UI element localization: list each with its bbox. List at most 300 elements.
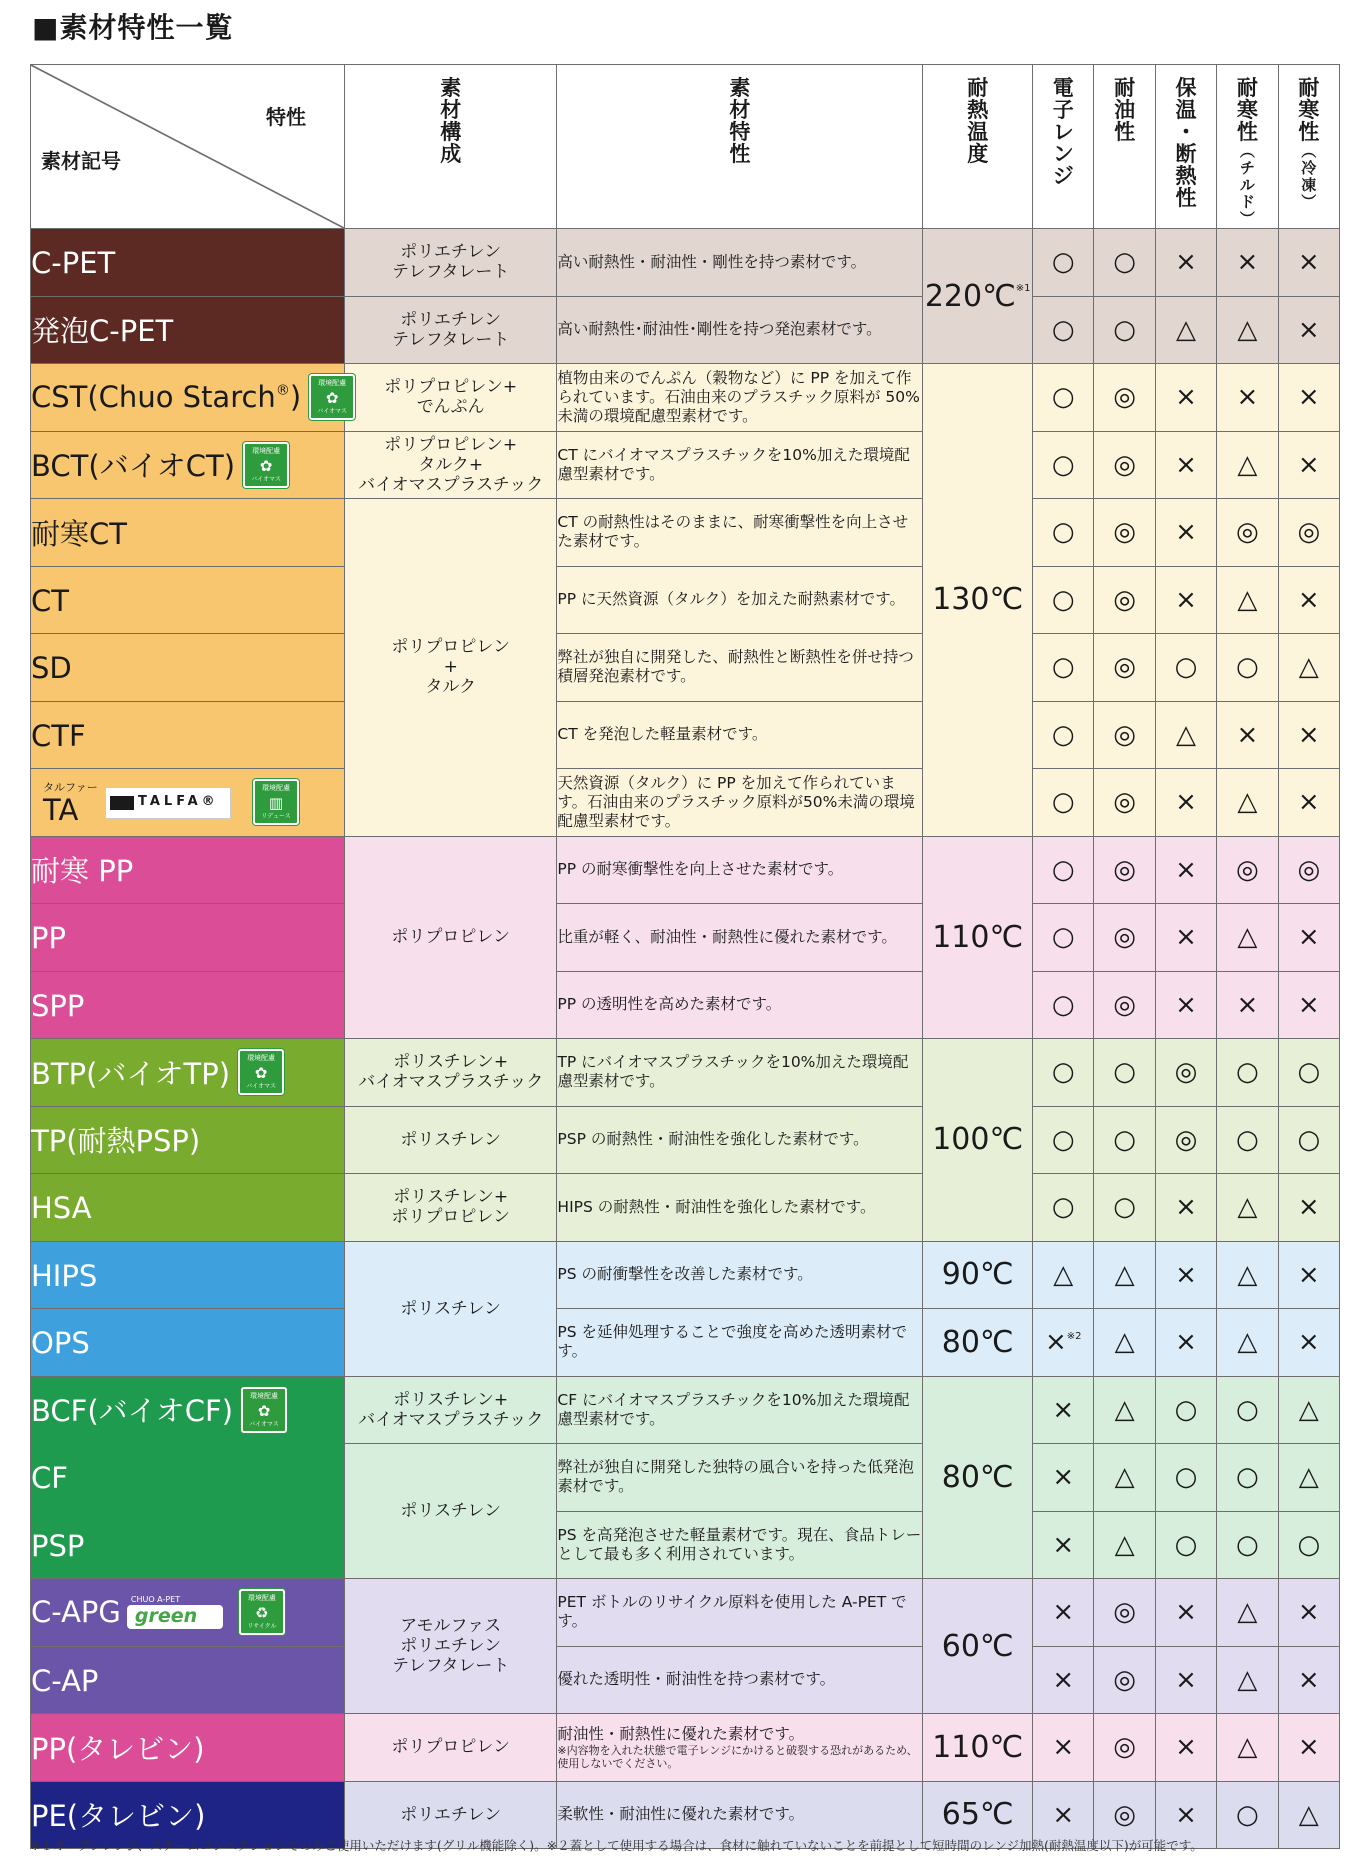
eco-badge-label: 環境配慮 — [247, 1594, 276, 1603]
frozen-rating — [1278, 229, 1339, 297]
property-description — [557, 701, 923, 769]
rating-symbol: ◎ — [1113, 922, 1136, 953]
frozen-rating — [1278, 1039, 1339, 1107]
property-description — [557, 1376, 923, 1444]
temperature-footnote-ref: ※1 — [1015, 282, 1031, 294]
description-text: TP にバイオマスプラスチックを10%加えた環境配慮型素材です。 — [557, 1053, 909, 1091]
temperature-value: 60℃ — [941, 1628, 1014, 1664]
heat-temperature — [923, 1309, 1033, 1377]
composition-cell — [344, 1714, 556, 1782]
material-name: PP(タレビン) — [31, 1731, 205, 1766]
rating-symbol: ○ — [1236, 652, 1259, 683]
registered-mark: ® — [275, 382, 290, 399]
rating-symbol: △ — [1114, 1327, 1135, 1358]
insulation-rating — [1155, 229, 1216, 297]
header-heat-text: 耐 熱 温 度 — [967, 76, 989, 166]
rating-symbol: × — [1297, 787, 1320, 818]
table-row — [31, 566, 1340, 634]
rating-symbol: ◎ — [1236, 854, 1259, 885]
composition-line: バイオマスプラスチック — [358, 474, 544, 495]
frozen-rating — [1278, 701, 1339, 769]
composition-line: タルク — [425, 677, 477, 698]
eco-badge-type: リデュース — [261, 813, 291, 820]
talfa-logo-mark — [110, 796, 134, 810]
rating-symbol: △ — [1298, 1394, 1319, 1425]
header-frozen — [1278, 65, 1339, 229]
table-row — [31, 971, 1340, 1039]
frozen-rating — [1278, 1444, 1339, 1512]
composition-line: ポリエチレン — [400, 1804, 502, 1825]
material-name-cell — [31, 1241, 345, 1309]
rating-symbol: △ — [1114, 1529, 1135, 1560]
rating-symbol: ◎ — [1113, 989, 1136, 1020]
property-description — [557, 1241, 923, 1309]
talfa-logo-text: TALFA® — [138, 794, 219, 809]
rating-symbol: ○ — [1051, 517, 1075, 548]
rating-symbol: ○ — [1051, 1124, 1075, 1155]
oil-rating — [1094, 701, 1155, 769]
property-description — [557, 431, 923, 499]
rating-symbol: ○ — [1113, 247, 1136, 278]
rating-symbol: × — [1175, 787, 1197, 818]
property-description — [557, 229, 923, 297]
eco-badge-label: 環境配慮 — [247, 1054, 276, 1063]
oil-rating — [1094, 364, 1155, 432]
composition-line: タルク+ — [418, 454, 484, 475]
description-text: 弊社が独自に開発した、耐熱性と断熱性を併せ持つ積層発泡素材です。 — [557, 648, 914, 686]
heat-temperature — [923, 229, 1033, 364]
property-description — [557, 1174, 923, 1242]
description-text: PP の透明性を高めた素材です。 — [557, 995, 782, 1014]
composition-cell — [344, 499, 556, 837]
frozen-rating — [1278, 769, 1339, 837]
chilled-rating — [1217, 1714, 1278, 1782]
composition-line: ポリプロピレン+ — [384, 377, 518, 398]
description-text: 天然資源（タルク）に PP を加えて作られています。石油由来のプラスチック原料が50%未満の環境配慮型素材です。 — [557, 773, 915, 830]
rating-symbol: × — [1044, 1327, 1067, 1358]
material-name-cell — [31, 499, 345, 567]
oil-rating — [1094, 634, 1155, 702]
rating-symbol: △ — [1237, 922, 1258, 953]
material-name: BCT(バイオCT) — [31, 449, 236, 484]
rating-symbol: × — [1052, 1394, 1075, 1425]
temperature-value: 100℃ — [932, 1122, 1024, 1158]
material-name-cell — [31, 229, 345, 297]
description-text: PP の耐寒衝撃性を向上させた素材です。 — [557, 860, 844, 879]
rating-symbol: ○ — [1051, 719, 1075, 750]
insulation-rating — [1155, 1039, 1216, 1107]
rating-symbol: ○ — [1236, 1124, 1259, 1155]
rating-symbol: × — [1052, 1732, 1075, 1763]
rating-footnote-ref: ※2 — [1066, 1331, 1082, 1343]
rating-symbol: × — [1297, 922, 1320, 953]
material-name: PSP — [31, 1528, 85, 1563]
table-row — [31, 499, 1340, 567]
material-name-cell — [31, 836, 345, 904]
insulation-rating — [1155, 431, 1216, 499]
chilled-rating — [1217, 769, 1278, 837]
leaf-icon: ✿ — [325, 389, 339, 408]
material-name: TP(耐熱PSP) — [31, 1124, 201, 1159]
rating-symbol: × — [1297, 989, 1320, 1020]
rating-symbol: ○ — [1297, 1124, 1321, 1155]
frozen-rating — [1278, 1106, 1339, 1174]
chilled-rating — [1217, 1241, 1278, 1309]
rating-symbol: △ — [1053, 1259, 1074, 1290]
material-name-tail: ) — [289, 380, 302, 415]
table-row — [31, 634, 1340, 702]
rating-symbol: ○ — [1113, 1057, 1136, 1088]
description-text: CT にバイオマスプラスチックを10%加えた環境配慮型素材です。 — [557, 445, 910, 483]
table-row — [31, 229, 1340, 297]
frozen-rating — [1278, 1714, 1339, 1782]
material-name-cell — [31, 1646, 345, 1714]
insulation-rating — [1155, 836, 1216, 904]
rating-symbol: △ — [1298, 652, 1319, 683]
rating-symbol: × — [1175, 922, 1197, 953]
material-name-cell — [31, 701, 345, 769]
rating-symbol: ◎ — [1113, 517, 1136, 548]
composition-line: ポリスチレン+ — [393, 1389, 509, 1410]
frozen-rating — [1278, 1579, 1339, 1647]
table-row — [31, 364, 1340, 432]
rating-symbol: × — [1175, 382, 1197, 413]
rating-symbol: △ — [1237, 314, 1258, 345]
rating-symbol: ○ — [1236, 1394, 1259, 1425]
material-name-cell — [31, 566, 345, 634]
rating-symbol: × — [1175, 1732, 1197, 1763]
header-frozen-text: 耐 寒 性 ︵ 冷 凍 ︶ — [1298, 76, 1320, 211]
composition-line: ポリプロピレン — [391, 637, 510, 658]
chilled-rating — [1217, 1646, 1278, 1714]
heat-temperature — [923, 364, 1033, 837]
rating-symbol: △ — [1176, 314, 1197, 345]
property-description — [557, 1579, 923, 1647]
eco-badge-biomass-icon — [238, 1049, 284, 1095]
material-name-cell — [31, 1376, 345, 1444]
table-row — [31, 701, 1340, 769]
leaf-icon: ✿ — [254, 1064, 268, 1083]
rating-symbol: △ — [1237, 787, 1258, 818]
eco-badge-biomass-icon — [309, 374, 355, 420]
rating-symbol: ○ — [1297, 1057, 1321, 1088]
rating-symbol: × — [1236, 247, 1259, 278]
microwave-rating — [1033, 971, 1094, 1039]
rating-symbol: × — [1052, 1799, 1075, 1830]
rating-symbol: ○ — [1236, 1462, 1259, 1493]
rating-symbol: ○ — [1051, 922, 1075, 953]
temperature-value: 65℃ — [941, 1797, 1014, 1833]
chilled-rating — [1217, 1579, 1278, 1647]
header-insulation — [1155, 65, 1216, 229]
rating-symbol: ○ — [1051, 989, 1075, 1020]
description-text: PS を延伸処理することで強度を高めた透明素材です。 — [557, 1323, 908, 1361]
rating-symbol: ○ — [1297, 1529, 1321, 1560]
rating-symbol: ○ — [1174, 1462, 1198, 1493]
apg-logo-caption: CHUO A-PET — [130, 1595, 181, 1605]
composition-line: ポリスチレン+ — [393, 1052, 509, 1073]
temperature-value: 110℃ — [932, 1729, 1024, 1765]
table-row — [31, 836, 1340, 904]
apg-logo-box — [127, 1605, 223, 1629]
temperature-value: 80℃ — [941, 1459, 1014, 1495]
rating-symbol: △ — [1114, 1462, 1135, 1493]
description-text: PET ボトルのリサイクル原料を使用した A-PET です。 — [557, 1593, 907, 1631]
oil-rating — [1094, 1174, 1155, 1242]
header-oil-text: 耐 油 性 — [1114, 76, 1136, 144]
composition-cell — [344, 431, 556, 499]
description-text: 高い耐熱性・耐油性・剛性を持つ素材です。 — [557, 252, 867, 271]
rating-symbol: ◎ — [1297, 517, 1321, 548]
description-text: 弊社が独自に開発した独特の風合いを持った低発泡素材です。 — [557, 1458, 914, 1496]
material-name: BCF(バイオCF) — [31, 1394, 234, 1429]
material-name-cell — [31, 1511, 345, 1579]
insulation-rating — [1155, 1714, 1216, 1782]
oil-rating — [1094, 431, 1155, 499]
frozen-rating — [1278, 836, 1339, 904]
description-text: CF にバイオマスプラスチックを10%加えた環境配慮型素材です。 — [557, 1390, 910, 1428]
description-text: PSP の耐熱性・耐油性を強化した素材です。 — [557, 1130, 869, 1149]
temperature-value: 130℃ — [932, 582, 1024, 618]
table-row — [31, 1106, 1340, 1174]
frozen-rating — [1278, 971, 1339, 1039]
heat-temperature — [923, 836, 1033, 1039]
eco-badge-label: 環境配慮 — [250, 1391, 279, 1400]
rating-symbol: △ — [1237, 1192, 1258, 1223]
rating-symbol: × — [1175, 1259, 1197, 1290]
microwave-rating — [1033, 1376, 1094, 1444]
chilled-rating — [1217, 1444, 1278, 1512]
oil-rating — [1094, 1714, 1155, 1782]
rating-symbol: ◎ — [1113, 449, 1136, 480]
leaf-icon: ✿ — [259, 456, 273, 475]
rating-symbol: △ — [1298, 1799, 1319, 1830]
chilled-rating — [1217, 1309, 1278, 1377]
frozen-rating — [1278, 1241, 1339, 1309]
material-name: HSA — [31, 1191, 92, 1226]
rating-symbol: × — [1175, 517, 1197, 548]
frozen-rating — [1278, 904, 1339, 972]
composition-line: ポリエチレン — [400, 242, 502, 263]
insulation-rating — [1155, 904, 1216, 972]
microwave-rating — [1033, 1241, 1094, 1309]
footnote: ※１オーブンレンジ、スチームコンベクションでのみご使用いただけます(グリル機能除く)。※２蓋として使用する場合は、食材に触れていないことを前提として短時間のレンジ加熱(耐熱温度以下)が可能です。 — [30, 1838, 1203, 1853]
chilled-rating — [1217, 1039, 1278, 1107]
property-description — [557, 1511, 923, 1579]
chilled-rating — [1217, 1511, 1278, 1579]
header-heat — [923, 65, 1033, 229]
material-name-cell — [31, 1579, 345, 1647]
composition-cell — [344, 836, 556, 1039]
material-name-cell — [31, 971, 345, 1039]
material-name: C-AP — [31, 1663, 99, 1698]
description-text: 植物由来のでんぷん（穀物など）に PP を加えて作られています。石油由来のプラスチック原料が 50%未満の環境配慮型素材です。 — [557, 368, 920, 425]
property-description — [557, 1309, 923, 1377]
insulation-rating — [1155, 1646, 1216, 1714]
property-description — [557, 1714, 923, 1782]
composition-line: テレフタレート — [391, 1656, 510, 1676]
temperature-value: 80℃ — [941, 1324, 1014, 1360]
chilled-rating — [1217, 904, 1278, 972]
composition-line: でんぷん — [416, 397, 485, 418]
rating-symbol: × — [1297, 1192, 1320, 1223]
rating-symbol: × — [1175, 1597, 1197, 1628]
rating-symbol: ○ — [1236, 1057, 1259, 1088]
temperature-value: 90℃ — [941, 1257, 1014, 1293]
rating-symbol: ○ — [1051, 854, 1075, 885]
rating-symbol: ○ — [1113, 1124, 1136, 1155]
rating-symbol: △ — [1237, 1259, 1258, 1290]
rating-symbol: × — [1175, 584, 1197, 615]
property-description — [557, 904, 923, 972]
talfa-logo — [105, 787, 231, 819]
rating-symbol: × — [1297, 382, 1320, 413]
description-text: CT を発泡した軽量素材です。 — [557, 725, 768, 744]
table-row — [31, 1714, 1340, 1782]
heat-temperature — [923, 1039, 1033, 1242]
header-chilled-text: 耐 寒 性 ︵ チ ル ド ︶ — [1236, 76, 1258, 228]
microwave-rating — [1033, 296, 1094, 364]
material-name: PP — [31, 921, 66, 956]
rating-symbol: × — [1175, 854, 1197, 885]
rating-symbol: × — [1052, 1597, 1075, 1628]
material-name: CF — [31, 1461, 68, 1496]
composition-line: ポリプロピレン — [391, 927, 510, 948]
composition-cell — [344, 1376, 556, 1444]
material-name-cell — [31, 1444, 345, 1512]
microwave-rating — [1033, 904, 1094, 972]
insulation-rating — [1155, 634, 1216, 702]
rating-symbol: △ — [1298, 1462, 1319, 1493]
rating-symbol: ◎ — [1113, 1664, 1136, 1695]
frozen-rating — [1278, 1781, 1339, 1849]
material-name-cell — [31, 1106, 345, 1174]
composition-line: ポリプロピレン — [391, 1207, 510, 1228]
microwave-rating — [1033, 701, 1094, 769]
rating-symbol: × — [1236, 382, 1259, 413]
property-description — [557, 769, 923, 837]
rating-symbol: ○ — [1174, 1529, 1198, 1560]
rating-symbol: × — [1297, 1597, 1320, 1628]
material-name: C-APG — [31, 1595, 121, 1630]
microwave-rating — [1033, 431, 1094, 499]
page-title: ■素材特性一覧 — [32, 11, 234, 44]
rating-symbol: × — [1297, 1664, 1320, 1695]
rating-symbol: △ — [1114, 1259, 1135, 1290]
property-description — [557, 499, 923, 567]
property-description — [557, 566, 923, 634]
material-name: CST(Chuo Starch — [31, 380, 276, 415]
rating-symbol: ○ — [1113, 314, 1136, 345]
chilled-rating — [1217, 701, 1278, 769]
header-composition-text: 素 材 構 成 — [440, 76, 462, 166]
rating-symbol: ◎ — [1297, 854, 1321, 885]
header-microwave-text: 電 子 レ ン ジ — [1052, 76, 1074, 188]
chilled-rating — [1217, 1106, 1278, 1174]
oil-rating — [1094, 296, 1155, 364]
header-composition — [344, 65, 556, 229]
composition-cell — [344, 1106, 556, 1174]
description-text: CT の耐熱性はそのままに、耐寒衝撃性を向上させた素材です。 — [557, 513, 909, 551]
table-row — [31, 1579, 1340, 1647]
rating-symbol: ◎ — [1113, 854, 1136, 885]
eco-badge-recycle-icon — [239, 1589, 285, 1635]
material-name-cell — [31, 1309, 345, 1377]
rating-symbol: × — [1175, 449, 1197, 480]
oil-rating — [1094, 971, 1155, 1039]
insulation-rating — [1155, 364, 1216, 432]
rating-symbol: △ — [1237, 1664, 1258, 1695]
temperature-value: 110℃ — [932, 919, 1024, 955]
rating-symbol: △ — [1176, 719, 1197, 750]
table-row — [31, 1511, 1340, 1579]
rating-symbol: ○ — [1051, 584, 1075, 615]
composition-line: バイオマスプラスチック — [358, 1072, 544, 1093]
oil-rating — [1094, 566, 1155, 634]
rating-symbol: ◎ — [1174, 1057, 1198, 1088]
frozen-rating — [1278, 1646, 1339, 1714]
rating-symbol: × — [1297, 1732, 1320, 1763]
composition-line: ポリスチレン+ — [393, 1187, 509, 1208]
rating-symbol: × — [1297, 247, 1320, 278]
frozen-rating — [1278, 566, 1339, 634]
property-description — [557, 1039, 923, 1107]
oil-rating — [1094, 1376, 1155, 1444]
description-text: 優れた透明性・耐油性を持つ素材です。 — [557, 1670, 836, 1689]
table-row — [31, 431, 1340, 499]
chilled-rating — [1217, 1376, 1278, 1444]
rating-symbol: ○ — [1051, 314, 1075, 345]
composition-line: ポリエチレン — [400, 309, 502, 330]
microwave-rating — [1033, 364, 1094, 432]
insulation-rating — [1155, 971, 1216, 1039]
composition-cell — [344, 1174, 556, 1242]
oil-rating — [1094, 1646, 1155, 1714]
material-name-cell — [31, 1714, 345, 1782]
description-text: PS の耐衝撃性を改善した素材です。 — [557, 1265, 813, 1284]
description-text: 耐油性・耐熱性に優れた素材です。 — [557, 1724, 805, 1743]
table-row — [31, 1444, 1340, 1512]
heat-temperature — [923, 1714, 1033, 1782]
microwave-rating — [1033, 1039, 1094, 1107]
microwave-rating — [1033, 499, 1094, 567]
insulation-rating — [1155, 1309, 1216, 1377]
frozen-rating — [1278, 364, 1339, 432]
material-name: OPS — [31, 1326, 90, 1361]
insulation-rating — [1155, 769, 1216, 837]
composition-line: アモルファス — [400, 1616, 502, 1636]
rating-symbol: ○ — [1236, 1799, 1259, 1830]
rating-symbol: ◎ — [1113, 1732, 1136, 1763]
header-property-label: 特性 — [265, 105, 306, 129]
heat-temperature — [923, 1376, 1033, 1579]
oil-rating — [1094, 1241, 1155, 1309]
header-microwave — [1033, 65, 1094, 229]
composition-cell — [344, 296, 556, 364]
chilled-rating — [1217, 971, 1278, 1039]
oil-rating — [1094, 1444, 1155, 1512]
eco-badge-type: バイオマス — [251, 475, 281, 483]
header-property — [557, 65, 923, 229]
material-name-cell — [31, 296, 345, 364]
insulation-rating — [1155, 499, 1216, 567]
composition-cell — [344, 364, 556, 432]
rating-symbol: ◎ — [1113, 787, 1136, 818]
rating-symbol: × — [1052, 1529, 1075, 1560]
frozen-rating — [1278, 1511, 1339, 1579]
rating-symbol: ○ — [1051, 449, 1075, 480]
insulation-rating — [1155, 1376, 1216, 1444]
